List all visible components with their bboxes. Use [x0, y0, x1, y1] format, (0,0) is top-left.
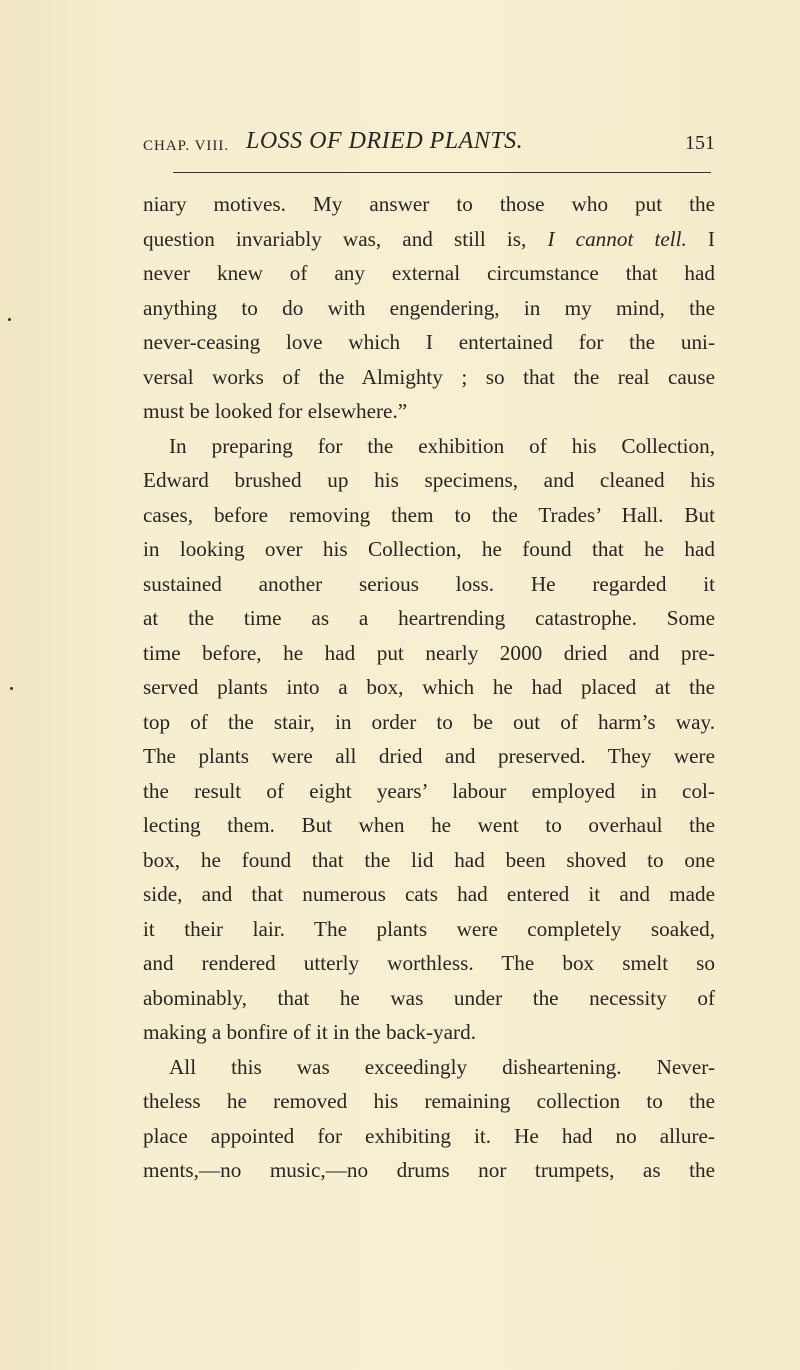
- text-line: never-ceasing love which I entertained for the uni-: [143, 330, 715, 354]
- margin-speck: [10, 687, 13, 690]
- text-line: The plants were all dried and preserved. They were: [143, 744, 715, 768]
- text-line: side, and that numerous cats had entered it and made: [143, 882, 715, 906]
- text-line: at the time as a heartrending catastrophe. Some: [143, 606, 715, 630]
- italic-phrase: I cannot tell.: [547, 226, 687, 251]
- paragraph: [143, 429, 715, 1050]
- margin-speck: [8, 318, 11, 321]
- text-line: In preparing for the exhibition of his Collection,: [169, 433, 715, 458]
- page-number: 151: [685, 132, 715, 154]
- text-line: lecting them. But when he went to overhaul the: [143, 813, 715, 837]
- text-line: and rendered utterly worthless. The box smelt so: [143, 951, 715, 975]
- text-line: ments,—no music,—no drums nor trumpets, as the: [143, 1158, 715, 1182]
- text-line: abominably, that he was under the necessity of: [143, 985, 715, 1010]
- text-line: must be looked for elsewhere.”: [143, 399, 408, 423]
- text-line: niary motives. My answer to those who put the: [143, 192, 715, 216]
- text-line: anything to do with engendering, in my mind, the: [143, 295, 715, 320]
- text-line: it their lair. The plants were completely soaked,: [143, 916, 715, 941]
- text-line: served plants into a box, which he had placed at the: [143, 675, 715, 699]
- text-line: never knew of any external circumstance that had: [143, 261, 715, 285]
- text-line: versal works of the Almighty ; so that the real cause: [143, 364, 715, 389]
- text-line: in looking over his Collection, he found that he had: [143, 537, 715, 561]
- chapter-label: CHAP. VIII.: [143, 138, 230, 154]
- text-line: box, he found that the lid had been shoved to one: [143, 847, 715, 872]
- header-rule: [173, 172, 711, 173]
- line-segment: question invariably was, and still is,: [143, 226, 548, 251]
- text-line: [143, 222, 715, 257]
- text-line: cases, before removing them to the Trades’ Hall. But: [143, 502, 715, 527]
- text-line: time before, he had put nearly 2000 dried and pre-: [143, 640, 715, 665]
- text-line: top of the stair, in order to be out of harm’s way.: [143, 709, 715, 734]
- line-segment: I: [686, 226, 715, 251]
- text-line: place appointed for exhibiting it. He had no allure-: [143, 1123, 715, 1148]
- paragraph: [143, 1050, 715, 1188]
- text-line: making a bonfire of it in the back-yard.: [143, 1020, 476, 1044]
- paragraph: [143, 187, 715, 429]
- running-title: LOSS OF DRIED PLANTS.: [246, 128, 524, 154]
- text-line: theless he removed his remaining collection to the: [143, 1089, 715, 1113]
- body-text: [143, 187, 715, 1188]
- text-line: Edward brushed up his specimens, and cleaned his: [143, 468, 715, 492]
- text-line: All this was exceedingly disheartening. Never-: [169, 1054, 715, 1079]
- text-line: sustained another serious loss. He regarded it: [143, 571, 715, 596]
- text-line: the result of eight years’ labour employed in col-: [143, 778, 715, 803]
- running-head: [143, 126, 715, 166]
